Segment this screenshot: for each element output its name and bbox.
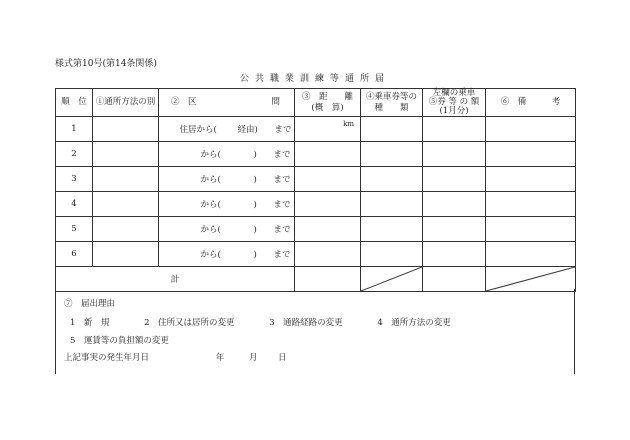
row-from: 住居から( (179, 125, 217, 135)
row-distance-cell[interactable] (295, 242, 361, 267)
header-section (159, 89, 295, 117)
table-row (56, 242, 576, 267)
page-title: 公共職業訓練等通所届 (239, 74, 390, 84)
row-to: まで (273, 175, 291, 185)
row-order: 6 (56, 242, 93, 267)
total-fare-cell[interactable] (423, 267, 486, 292)
reason-options-row1 (70, 316, 451, 328)
row-ticket-cell[interactable] (361, 192, 423, 217)
header-fare (423, 89, 486, 117)
row-fare-cell[interactable] (423, 117, 486, 142)
row-method-cell[interactable] (93, 242, 159, 267)
row-via: ) (253, 150, 257, 160)
header-ticket (361, 89, 423, 117)
row-fare-cell[interactable] (423, 242, 486, 267)
header-order: 順 位 (56, 89, 93, 117)
row-section-cell[interactable] (159, 142, 295, 167)
row-ticket-cell[interactable] (361, 117, 423, 142)
row-remarks-cell[interactable] (486, 167, 576, 192)
header-section-end: 間 (271, 97, 280, 107)
row-via: 経由) (237, 125, 258, 135)
row-fare-cell[interactable] (423, 192, 486, 217)
reason-date-label: 上記事実の発生年月日 (64, 353, 150, 363)
reason-date-line (64, 351, 287, 363)
header-section-start: ② 区 (171, 97, 197, 107)
header-distance-top: ③ 距 離 (301, 91, 353, 102)
row-distance-cell[interactable] (295, 217, 361, 242)
row-ticket-cell[interactable] (361, 167, 423, 192)
header-distance (295, 89, 361, 117)
header-fare-top: 左欄の乗車 (432, 88, 476, 98)
total-distance-cell[interactable] (295, 267, 361, 292)
row-order: 2 (56, 142, 93, 167)
table-row (56, 142, 576, 167)
row-remarks-cell[interactable] (486, 242, 576, 267)
row-remarks-cell[interactable] (486, 217, 576, 242)
row-ticket-cell[interactable] (361, 142, 423, 167)
header-row (56, 89, 576, 117)
row-fare-cell[interactable] (423, 167, 486, 192)
header-fare-bottom: (1月分) (439, 106, 469, 116)
row-to: まで (273, 200, 291, 210)
row-fare-cell[interactable] (423, 217, 486, 242)
row-distance-cell[interactable] (295, 142, 361, 167)
row-ticket-cell[interactable] (361, 242, 423, 267)
total-ticket-cell (361, 267, 423, 292)
row-ticket-cell[interactable] (361, 217, 423, 242)
total-row (56, 267, 576, 292)
form-id: 様式第10号(第14条関係) (55, 59, 157, 69)
reason-option-fare[interactable]: 5 運賃等の負担額の変更 (70, 336, 169, 346)
row-method-cell[interactable] (93, 217, 159, 242)
reason-heading: ⑦ 届出理由 (64, 299, 116, 309)
reason-option-route[interactable]: 3 通路経路の変更 (269, 318, 343, 328)
header-method: ①通所方法の別 (93, 89, 159, 117)
row-section-cell[interactable] (159, 167, 295, 192)
reason-date-month[interactable]: 月 (248, 353, 258, 363)
reason-option-method[interactable]: 4 通所方法の変更 (377, 318, 451, 328)
header-ticket-bottom: 種 類 (374, 102, 409, 113)
row-remarks-cell[interactable] (486, 142, 576, 167)
diagonal-slash (361, 267, 422, 291)
row-order: 5 (56, 217, 93, 242)
commute-table (55, 88, 576, 292)
row-via: ) (253, 175, 257, 185)
row-section-cell[interactable] (159, 242, 295, 267)
row-remarks-cell[interactable] (486, 192, 576, 217)
table-row (56, 217, 576, 242)
row-method-cell[interactable] (93, 142, 159, 167)
diagonal-slash (486, 267, 575, 291)
total-remarks-cell (486, 267, 576, 292)
row-via: ) (253, 200, 257, 210)
row-from: から( (200, 150, 221, 160)
row-via: ) (253, 225, 257, 235)
table-row (56, 192, 576, 217)
row-fare-cell[interactable] (423, 142, 486, 167)
reason-date-year[interactable]: 年 (215, 353, 225, 363)
row-from: から( (200, 175, 221, 185)
header-fare-mid: ⑤券 等 の 額 (428, 97, 480, 107)
header-ticket-top: ④乗車券等の (365, 91, 417, 102)
row-distance-cell[interactable] (295, 167, 361, 192)
reason-option-address[interactable]: 2 住所又は居所の変更 (144, 318, 235, 328)
row-from: から( (200, 200, 221, 210)
row-order: 1 (56, 117, 93, 142)
row-section-cell[interactable] (159, 117, 295, 142)
header-distance-bottom: (概 算) (311, 102, 344, 113)
km-unit: km (343, 120, 354, 128)
row-to: まで (274, 125, 292, 135)
row-method-cell[interactable] (93, 192, 159, 217)
row-method-cell[interactable] (93, 167, 159, 192)
row-to: まで (273, 225, 291, 235)
reason-section (55, 289, 575, 374)
row-to: まで (273, 250, 291, 260)
row-via: ) (253, 250, 257, 260)
reason-option-new[interactable]: 1 新 規 (70, 318, 110, 328)
row-order: 4 (56, 192, 93, 217)
row-from: から( (200, 225, 221, 235)
total-label: 計 (56, 267, 295, 292)
row-section-cell[interactable] (159, 217, 295, 242)
row-method-cell[interactable] (93, 117, 159, 142)
row-from: から( (200, 250, 221, 260)
reason-date-day[interactable]: 日 (278, 353, 287, 363)
row-remarks-cell[interactable] (486, 117, 576, 142)
table-row (56, 117, 576, 142)
row-distance-cell[interactable] (295, 192, 361, 217)
row-section-cell[interactable] (159, 192, 295, 217)
row-to: まで (273, 150, 291, 160)
table-row (56, 167, 576, 192)
row-distance-cell[interactable] (295, 117, 361, 142)
row-order: 3 (56, 167, 93, 192)
header-remarks: ⑥ 備 考 (486, 89, 576, 117)
